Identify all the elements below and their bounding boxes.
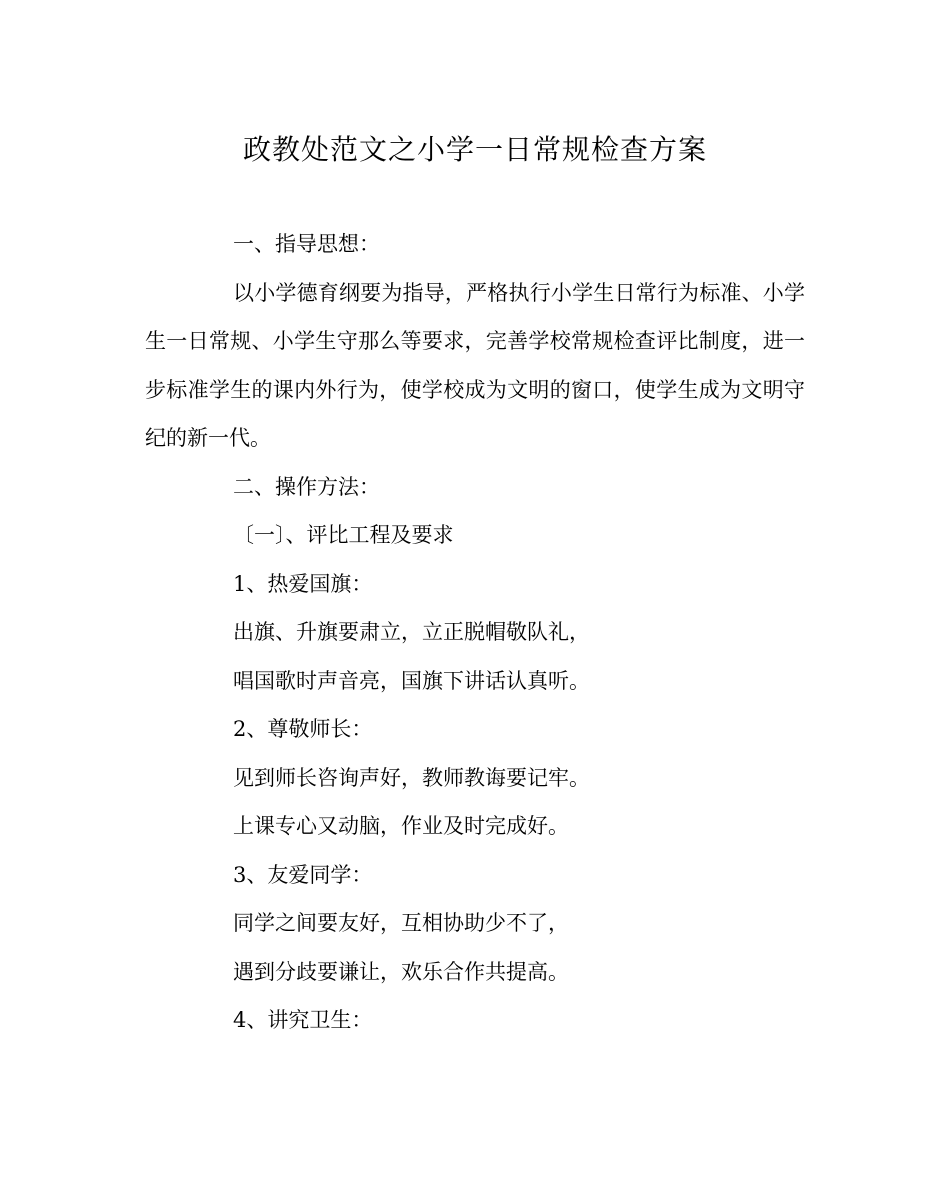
item-heading-friendly-classmates: 3、友爱同学： bbox=[233, 862, 373, 887]
item-line: 出旗、升旗要肃立，立正脱帽敬队礼， bbox=[233, 620, 590, 644]
item-line: 上课专心又动脑，作业及时完成好。 bbox=[233, 814, 569, 838]
item-heading-love-flag: 1、热爱国旗： bbox=[233, 571, 373, 596]
document-title: 政教处范文之小学一日常规检查方案 bbox=[242, 133, 707, 166]
item-line: 遇到分歧要谦让，欢乐合作共提高。 bbox=[233, 959, 569, 984]
item-heading-respect-teachers: 2、尊敬师长： bbox=[233, 717, 373, 741]
section-heading-guiding-ideology: 一、指导思想： bbox=[233, 232, 380, 256]
guiding-ideology-paragraph: 以小学德育纲要为指导，严格执行小学生日常行为标准、小学生一日常规、小学生守那么等要求，完善学校常规检查评比制度，进一步标准学生的课内外行为，使学校成为文明的窗口，使学生成为文明守纪的新一代。 bbox=[145, 280, 805, 450]
item-line: 唱国歌时声音亮，国旗下讲话认真听。 bbox=[233, 668, 590, 693]
item-line: 见到师长咨询声好，教师教诲要记牢。 bbox=[233, 765, 590, 790]
subsection-heading-evaluation-items: 〔一〕、评比工程及要求 bbox=[233, 523, 454, 547]
item-heading-hygiene: 4、讲究卫生： bbox=[233, 1008, 373, 1032]
document-body bbox=[145, 220, 805, 1045]
section-heading-operation-method: 二、操作方法： bbox=[233, 474, 380, 499]
item-line: 同学之间要友好，互相协助少不了， bbox=[233, 911, 569, 935]
